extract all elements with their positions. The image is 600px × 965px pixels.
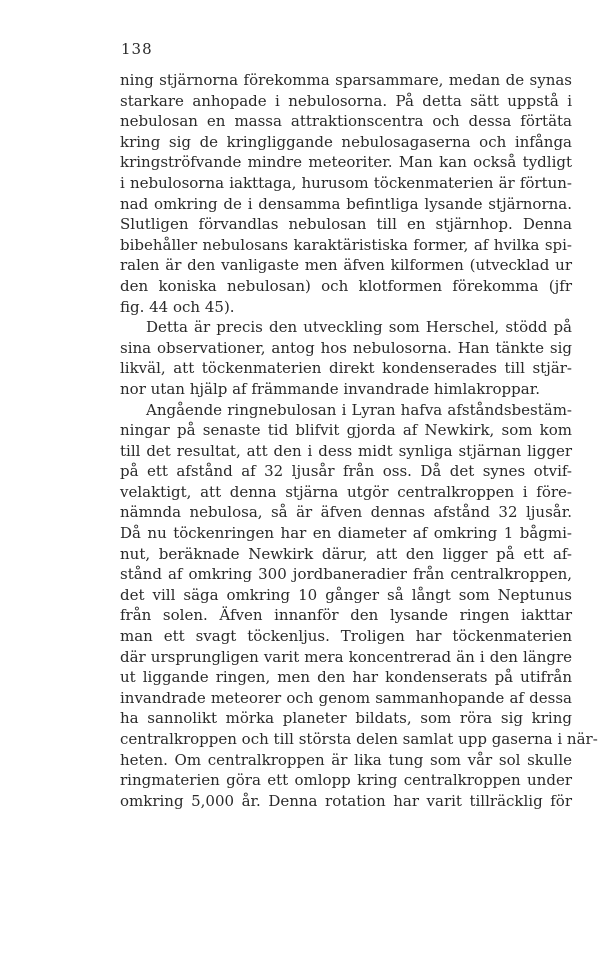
text-line: kringströfvande mindre meteoriter. Man kan också tydligt [120, 153, 572, 172]
text-line: nebulosan en massa attraktionscentra och dessa förtäta [120, 112, 572, 131]
text-line: velaktigt, att denna stjärna utgör centralkroppen i före- [120, 482, 572, 501]
text-line: ut liggande ringen, men den har kondenserats på utifrån [120, 668, 572, 687]
text-line: man ett svagt töckenljus. Troligen har töckenmaterien [120, 627, 572, 646]
text-line: ningar på senaste tid blifvit gjorda af Newkirk, som kom [120, 421, 572, 440]
text-line: stånd af omkring 300 jordbaneradier från centralkroppen, [120, 565, 572, 584]
text-line: på ett afstånd af 32 ljusår från oss. Då det synes otvif- [120, 462, 572, 481]
text-line: det vill säga omkring 10 gånger så långt som Neptunus [120, 585, 572, 604]
text-line: ralen är den vanligaste men äfven kilformen (utvecklad ur [120, 256, 572, 275]
text-line: ha sannolikt mörka planeter bildats, som röra sig kring [120, 709, 572, 728]
text-line: nor utan hjälp af främmande invandrade himlakroppar. [120, 379, 540, 398]
text-line: där ursprungligen varit mera koncentrerad än i den längre [120, 647, 572, 666]
text-line: den koniska nebulosan) och klotformen förekomma (jfr [120, 276, 572, 295]
text-line: i nebulosorna iakttaga, hurusom töckenmaterien är förtun- [120, 173, 572, 192]
text-line: likväl, att töckenmaterien direkt kondenserades till stjär- [120, 359, 572, 378]
body-text [120, 70, 598, 811]
text-line: heten. Om centralkroppen är lika tung som vår sol skulle [120, 750, 572, 769]
text-line: ringmaterien göra ett omlopp kring centralkroppen under [120, 771, 572, 790]
text-line: nad omkring de i densamma befintliga lysande stjärnorna. [120, 194, 572, 213]
text-line: fig. 44 och 45). [120, 297, 235, 316]
text-line: nämnda nebulosa, så är äfven dennas afstånd 32 ljusår. [120, 503, 572, 522]
text-line: nut, beräknade Newkirk därur, att den ligger på ett af- [120, 544, 572, 563]
text-line: Slutligen förvandlas nebulosan till en stjärnhop. Denna [120, 215, 572, 234]
text-line: omkring 5,000 år. Denna rotation har varit tillräcklig för [120, 791, 572, 810]
text-line: kring sig de kringliggande nebulosagaserna och infånga [120, 132, 572, 151]
text-line: bibehåller nebulosans karaktäristiska former, af hvilka spi- [120, 235, 572, 254]
text-line: Angående ringnebulosan i Lyran hafva afståndsbestäm- [146, 400, 572, 419]
text-line: till det resultat, att den i dess midt synliga stjärnan ligger [120, 441, 572, 460]
text-line: Då nu töckenringen har en diameter af omkring 1 bågmi- [120, 524, 572, 543]
page-number: 138 [121, 40, 153, 58]
text-line: invandrade meteorer och genom sammanhopande af dessa [120, 688, 572, 707]
text-line: sina observationer, antog hos nebulosorna. Han tänkte sig [120, 338, 572, 357]
text-line: centralkroppen och till största delen samlat upp gaserna i när- [120, 730, 598, 748]
text-line: från solen. Äfven innanför den lysande ringen iakttar [120, 606, 572, 625]
text-line: ning stjärnorna förekomma sparsammare, medan de synas [120, 71, 572, 89]
text-line: starkare anhopade i nebulosorna. På detta sätt uppstå i [120, 91, 572, 110]
text-line: Detta är precis den utveckling som Herschel, stödd på [146, 318, 572, 337]
